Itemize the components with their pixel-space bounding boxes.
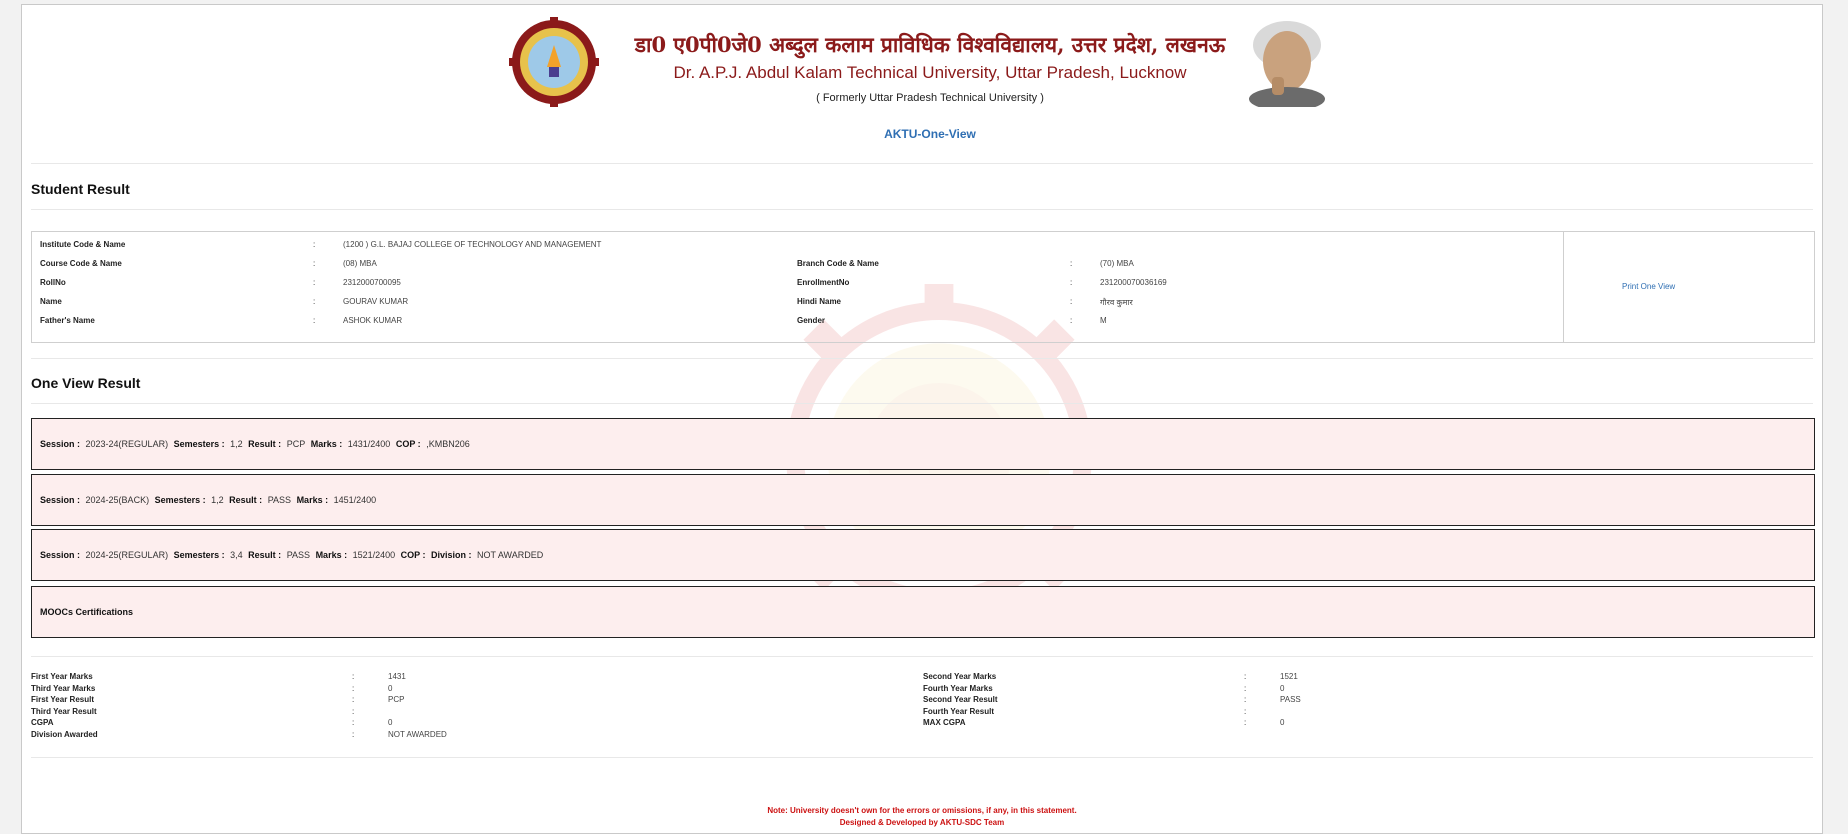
gender-value: M	[1100, 316, 1107, 325]
divider	[31, 358, 1813, 359]
father-name-value: ASHOK KUMAR	[343, 316, 403, 325]
cop-label: COP :	[395, 439, 421, 449]
session-panel[interactable]	[31, 418, 1815, 470]
colon-separator: :	[313, 278, 316, 287]
moocs-label: MOOCs Certifications	[40, 607, 134, 617]
disclaimer-note: Note: University doesn't own for the errors or omissions, if any, in this statement.	[767, 806, 1077, 815]
university-logo-icon	[509, 17, 599, 107]
semesters-label: Semesters :	[173, 550, 225, 560]
one-view-result-heading: One View Result	[31, 375, 141, 391]
institute-value: (1200 ) G.L. BAJAJ COLLEGE OF TECHNOLOGY AND MANAGEMENT	[343, 240, 602, 249]
marks-value: 1451/2400	[333, 495, 377, 505]
session-label: Session :	[40, 550, 81, 560]
colon-separator: :	[1070, 259, 1073, 268]
result-label: Result :	[229, 495, 263, 505]
divider	[31, 163, 1813, 164]
colon-separator: :	[1070, 316, 1073, 325]
aktu-one-view-link[interactable]: AKTU-One-View	[884, 127, 976, 141]
moocs-panel[interactable]	[31, 586, 1815, 638]
student-info-panel	[31, 231, 1815, 343]
marks-label: Marks :	[310, 439, 343, 449]
kalam-portrait-image	[1242, 15, 1332, 107]
rollno-label: RollNo	[40, 278, 66, 287]
gender-label: Gender	[797, 316, 826, 325]
university-title-hindi: डा0 ए0पी0जे0 अब्दुल कलाम प्राविधिक विश्वविद्यालय, उत्तर प्रदेश, लखनऊ	[634, 32, 1226, 57]
session-value: 2024-25(REGULAR)	[85, 550, 169, 560]
course-value: (08) MBA	[343, 259, 377, 268]
colon-separator: :	[313, 297, 316, 306]
course-label: Course Code & Name	[40, 259, 122, 268]
cop-label: COP :	[400, 550, 426, 560]
division-value: NOT AWARDED	[477, 550, 544, 560]
divider	[31, 209, 1813, 210]
institute-row	[32, 240, 1532, 254]
page-header	[22, 5, 1822, 165]
result-value: PASS	[286, 550, 311, 560]
colon-separator: :	[1070, 297, 1073, 306]
divider	[31, 757, 1813, 758]
session-label: Session :	[40, 439, 81, 449]
branch-label: Branch Code & Name	[797, 259, 879, 268]
semesters-value: 1,2	[230, 439, 243, 449]
semesters-label: Semesters :	[173, 439, 225, 449]
session-label: Session :	[40, 495, 81, 505]
divider	[31, 656, 1813, 657]
course-branch-row	[32, 259, 1532, 273]
result-page	[21, 4, 1823, 834]
name-value: GOURAV KUMAR	[343, 297, 409, 306]
marks-value: 1431/2400	[347, 439, 391, 449]
colon-separator: :	[313, 240, 316, 249]
semesters-value: 3,4	[230, 550, 243, 560]
university-title-english: Dr. A.P.J. Abdul Kalam Technical University, Uttar Pradesh, Lucknow	[673, 63, 1187, 82]
father-name-label: Father's Name	[40, 316, 95, 325]
colon-separator: :	[1070, 278, 1073, 287]
print-one-view-link[interactable]: Print One View	[1622, 282, 1676, 291]
hindi-name-value: गौरव कुमार	[1100, 298, 1133, 307]
result-label: Result :	[248, 439, 282, 449]
result-value: PASS	[267, 495, 292, 505]
rollno-value: 2312000700095	[343, 278, 401, 287]
divider	[31, 403, 1813, 404]
name-row	[32, 297, 1532, 311]
hindi-name-label: Hindi Name	[797, 297, 842, 306]
marks-label: Marks :	[315, 550, 348, 560]
marks-value: 1521/2400	[352, 550, 396, 560]
name-label: Name	[40, 297, 62, 306]
developer-credit: Designed & Developed by AKTU-SDC Team	[839, 818, 1005, 827]
institute-label: Institute Code & Name	[40, 240, 126, 249]
branch-value: (70) MBA	[1100, 259, 1134, 268]
colon-separator: :	[313, 259, 316, 268]
formerly-text: ( Formerly Uttar Pradesh Technical University )	[816, 92, 1044, 104]
enrollment-label: EnrollmentNo	[797, 278, 850, 287]
session-value: 2023-24(REGULAR)	[85, 439, 169, 449]
semesters-value: 1,2	[211, 495, 224, 505]
result-value: PCP	[286, 439, 306, 449]
info-divider	[1563, 232, 1564, 342]
session-value: 2024-25(BACK)	[85, 495, 150, 505]
roll-enrollment-row	[32, 278, 1532, 292]
semesters-label: Semesters :	[154, 495, 206, 505]
colon-separator: :	[313, 316, 316, 325]
result-label: Result :	[248, 550, 282, 560]
enrollment-value: 231200070036169	[1100, 278, 1167, 287]
session-panel[interactable]	[31, 474, 1815, 526]
division-label: Division :	[431, 550, 472, 560]
marks-label: Marks :	[296, 495, 329, 505]
year-summary: First Year Marks : 1431 Third Year Marks : 0 First Year Result : PCP Third Year Result : CGPA : 0 Division Awarded : NOT AWARDED Second Year Marks : 1521 Fourth Year Marks : 0 Second Year Result : PASS Fourth Year Result : MAX CGPA : 0	[31, 672, 1301, 739]
father-gender-row	[32, 316, 1532, 330]
cop-value: ,KMBN206	[426, 439, 470, 449]
session-panel[interactable]	[31, 529, 1815, 581]
student-result-heading: Student Result	[31, 181, 130, 197]
